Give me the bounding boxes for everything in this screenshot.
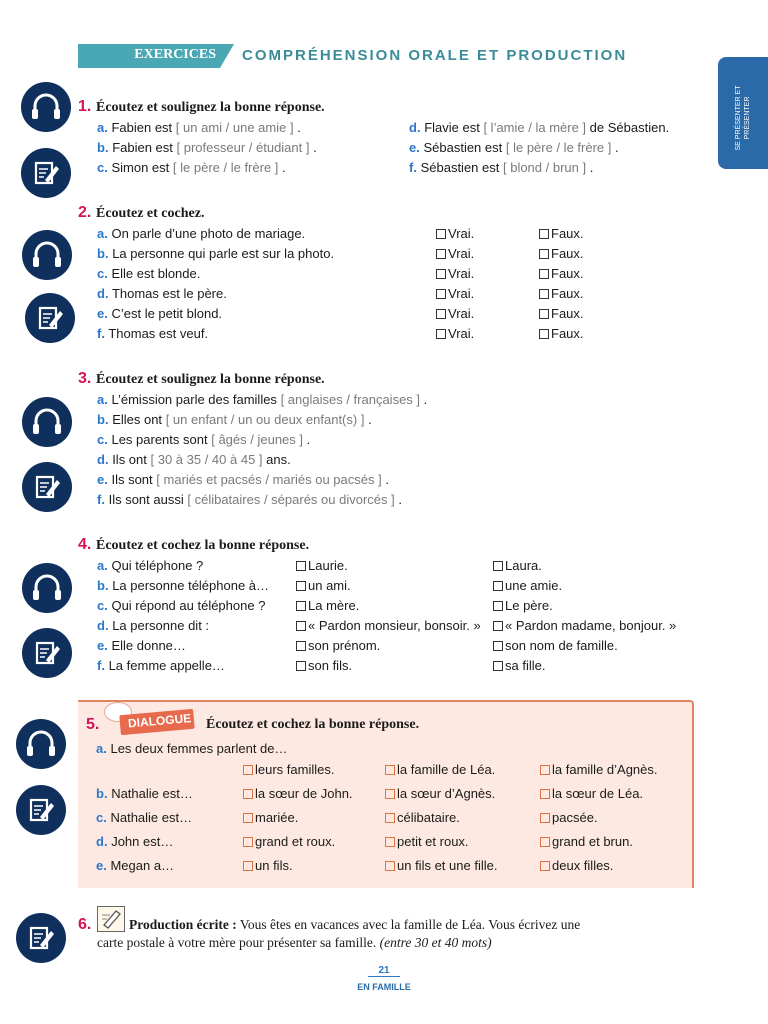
checkbox[interactable] <box>540 765 550 775</box>
underline-item: c. Simon est [ le père / le frère ] . <box>97 160 286 175</box>
answer-option[interactable]: célibataire. <box>385 810 460 825</box>
checkbox[interactable] <box>539 289 549 299</box>
answer-option[interactable]: pacsée. <box>540 810 598 825</box>
question-item: d. John est… <box>96 834 174 849</box>
checkbox[interactable] <box>243 765 253 775</box>
checkbox[interactable] <box>539 329 549 339</box>
checkbox[interactable] <box>296 641 306 651</box>
statement-item: f. Thomas est veuf. <box>97 326 209 341</box>
answer-option[interactable]: son prénom. <box>296 638 380 653</box>
exercise-5-intro: a. Les deux femmes parlent de… <box>96 741 288 756</box>
writing-icon[interactable] <box>16 913 66 963</box>
true-option[interactable]: Vrai. <box>436 286 474 301</box>
checkbox[interactable] <box>540 861 550 871</box>
answer-option[interactable]: une amie. <box>493 578 562 593</box>
exercise-2-instruction: Écoutez et cochez. <box>96 206 205 221</box>
checkbox[interactable] <box>493 641 503 651</box>
writing-icon[interactable] <box>22 462 72 512</box>
true-option[interactable]: Vrai. <box>436 326 474 341</box>
checkbox[interactable] <box>243 837 253 847</box>
exercises-header-tab <box>78 44 220 68</box>
answer-option[interactable]: la sœur d’Agnès. <box>385 786 495 801</box>
checkbox[interactable] <box>540 837 550 847</box>
answer-options: [ professeur / étudiant ] <box>176 140 310 155</box>
question-item: f. La femme appelle… <box>97 658 225 673</box>
underline-item: c. Les parents sont [ âgés / jeunes ] . <box>97 432 311 447</box>
page-number: 21 <box>368 965 400 977</box>
question-item: b. Nathalie est… <box>96 786 193 801</box>
exercise-4-number: 4. <box>78 536 92 553</box>
checkbox[interactable] <box>493 661 503 671</box>
underline-item: f. Ils sont aussi [ célibataires / séparés ou divorcés ] . <box>97 492 402 507</box>
underline-item: d. Flavie est [ l’amie / la mère ] de Sébastien. <box>409 120 670 135</box>
checkbox[interactable] <box>296 561 306 571</box>
false-option[interactable]: Faux. <box>539 266 584 281</box>
checkbox[interactable] <box>296 581 306 591</box>
checkbox[interactable] <box>493 581 503 591</box>
underline-item: f. Sébastien est [ blond / brun ] . <box>409 160 594 175</box>
checkbox[interactable] <box>385 765 395 775</box>
checkbox[interactable] <box>296 601 306 611</box>
question-item: c. Qui répond au téléphone ? <box>97 598 266 613</box>
answer-options: [ le père / le frère ] <box>172 160 279 175</box>
writing-icon[interactable] <box>21 148 71 198</box>
side-tab-label: SE PRÉSENTER ET PRÉSENTER <box>735 85 751 151</box>
answer-option[interactable]: un fils et une fille. <box>385 858 497 873</box>
answer-option[interactable]: sa fille. <box>493 658 545 673</box>
answer-option[interactable]: Laurie. <box>296 558 348 573</box>
writing-icon[interactable] <box>22 628 72 678</box>
answer-option[interactable]: la sœur de John. <box>243 786 353 801</box>
headphones-icon[interactable] <box>22 230 72 280</box>
answer-option[interactable]: « Pardon madame, bonjour. » <box>493 618 676 633</box>
exercise-5-number: 5. <box>86 716 100 733</box>
underline-item: e. Sébastien est [ le père / le frère ] . <box>409 140 619 155</box>
checkbox[interactable] <box>436 269 446 279</box>
answer-options: [ un ami / une amie ] <box>175 120 294 135</box>
section-title: COMPRÉHENSION ORALE ET PRODUCTION <box>242 47 628 64</box>
statement-item: a. On parle d’une photo de mariage. <box>97 226 306 241</box>
checkbox[interactable] <box>436 289 446 299</box>
answer-option[interactable]: la famille de Léa. <box>385 762 495 777</box>
statement-item: c. Elle est blonde. <box>97 266 201 281</box>
answer-option[interactable]: la sœur de Léa. <box>540 786 643 801</box>
statement-item: d. Thomas est le père. <box>97 286 227 301</box>
checkbox[interactable] <box>493 621 503 631</box>
answer-options: [ anglaises / françaises ] <box>280 392 421 407</box>
exercise-6-number: 6. <box>78 916 92 933</box>
answer-options: [ un enfant / un ou deux enfant(s) ] <box>165 412 365 427</box>
headphones-icon[interactable] <box>22 397 72 447</box>
question-item: a. Qui téléphone ? <box>97 558 204 573</box>
true-option[interactable]: Vrai. <box>436 226 474 241</box>
checkbox[interactable] <box>540 813 550 823</box>
checkbox[interactable] <box>385 861 395 871</box>
answer-option[interactable]: « Pardon monsieur, bonsoir. » <box>296 618 481 633</box>
headphones-icon[interactable] <box>16 719 66 769</box>
statement-item: b. La personne qui parle est sur la photo. <box>97 246 335 261</box>
underline-item: b. Fabien est [ professeur / étudiant ] . <box>97 140 317 155</box>
false-option[interactable]: Faux. <box>539 246 584 261</box>
checkbox[interactable] <box>243 789 253 799</box>
answer-option[interactable]: son nom de famille. <box>493 638 618 653</box>
answer-option[interactable]: son fils. <box>296 658 352 673</box>
answer-option[interactable]: un fils. <box>243 858 293 873</box>
answer-options: [ le père / le frère ] <box>505 140 612 155</box>
answer-options: [ mariés et pacsés / mariés ou pacsés ] <box>156 472 382 487</box>
checkbox[interactable] <box>243 813 253 823</box>
true-option[interactable]: Vrai. <box>436 306 474 321</box>
answer-options: [ âgés / jeunes ] <box>211 432 303 447</box>
answer-option[interactable]: deux filles. <box>540 858 613 873</box>
question-item: c. Nathalie est… <box>96 810 193 825</box>
exercise-5-instruction: Écoutez et cochez la bonne réponse. <box>206 717 420 732</box>
answer-option[interactable]: La mère. <box>296 598 359 613</box>
answer-option[interactable]: la famille d’Agnès. <box>540 762 658 777</box>
exercises-label: EXERCICES <box>134 47 216 62</box>
answer-option[interactable]: grand et brun. <box>540 834 633 849</box>
exercise-1-number: 1. <box>78 98 92 115</box>
checkbox[interactable] <box>385 837 395 847</box>
answer-option[interactable]: leurs familles. <box>243 762 334 777</box>
question-item: e. Elle donne… <box>97 638 186 653</box>
checkbox[interactable] <box>436 309 446 319</box>
exercise-2-number: 2. <box>78 204 92 221</box>
checkbox[interactable] <box>296 621 306 631</box>
exercise-3-instruction: Écoutez et soulignez la bonne réponse. <box>96 372 325 387</box>
checkbox[interactable] <box>436 229 446 239</box>
false-option[interactable]: Faux. <box>539 286 584 301</box>
question-item: e. Megan a… <box>96 858 175 873</box>
underline-item: a. L’émission parle des familles [ anglaises / françaises ] . <box>97 392 428 407</box>
checkbox[interactable] <box>539 229 549 239</box>
checkbox[interactable] <box>539 249 549 259</box>
checkbox[interactable] <box>436 329 446 339</box>
answer-options: [ l’amie / la mère ] <box>483 120 587 135</box>
question-item: b. La personne téléphone à… <box>97 578 270 593</box>
false-option[interactable]: Faux. <box>539 326 584 341</box>
checkbox[interactable] <box>493 601 503 611</box>
exercise-4-instruction: Écoutez et cochez la bonne réponse. <box>96 538 310 553</box>
answer-options: [ 30 à 35 / 40 à 45 ] <box>150 452 263 467</box>
question-item: d. La personne dit : <box>97 618 210 633</box>
exercise-6-prompt-line2: carte postale à votre mère pour présenter sa famille. (entre 30 et 40 mots) <box>97 935 492 950</box>
answer-option[interactable]: petit et roux. <box>385 834 469 849</box>
chapter-label: EN FAMILLE <box>357 982 411 992</box>
checkbox[interactable] <box>539 269 549 279</box>
writing-icon[interactable] <box>25 293 75 343</box>
checkbox[interactable] <box>493 561 503 571</box>
checkbox[interactable] <box>539 309 549 319</box>
underline-item: a. Fabien est [ un ami / une amie ] . <box>97 120 301 135</box>
checkbox[interactable] <box>296 661 306 671</box>
answer-option[interactable]: Le père. <box>493 598 553 613</box>
true-option[interactable]: Vrai. <box>436 246 474 261</box>
answer-options: [ célibataires / séparés ou divorcés ] <box>187 492 395 507</box>
underline-item: e. Ils sont [ mariés et pacsés / mariés ou pacsés ] . <box>97 472 389 487</box>
side-chapter-tab <box>718 57 768 169</box>
true-option[interactable]: Vrai. <box>436 266 474 281</box>
checkbox[interactable] <box>385 789 395 799</box>
checkbox[interactable] <box>436 249 446 259</box>
answer-options: [ blond / brun ] <box>502 160 587 175</box>
headphones-icon[interactable] <box>22 563 72 613</box>
writing-icon[interactable] <box>16 785 66 835</box>
checkbox[interactable] <box>385 813 395 823</box>
headphones-icon[interactable] <box>21 82 71 132</box>
dialogue-badge-label: DIALOGUE <box>127 711 192 731</box>
underline-item: b. Elles ont [ un enfant / un ou deux enfant(s) ] . <box>97 412 372 427</box>
checkbox[interactable] <box>540 789 550 799</box>
exercise-3-number: 3. <box>78 370 92 387</box>
answer-option[interactable]: mariée. <box>243 810 298 825</box>
false-option[interactable]: Faux. <box>539 226 584 241</box>
answer-option[interactable]: Laura. <box>493 558 542 573</box>
exercise-6-prompt-line1: Production écrite : Vous êtes en vacances avec la famille de Léa. Vous écrivez une <box>129 917 581 932</box>
answer-option[interactable]: grand et roux. <box>243 834 335 849</box>
exercise-1-instruction: Écoutez et soulignez la bonne réponse. <box>96 100 325 115</box>
pencil-note-icon <box>97 906 125 932</box>
underline-item: d. Ils ont [ 30 à 35 / 40 à 45 ] ans. <box>97 452 291 467</box>
statement-item: e. C’est le petit blond. <box>97 306 223 321</box>
checkbox[interactable] <box>243 861 253 871</box>
false-option[interactable]: Faux. <box>539 306 584 321</box>
answer-option[interactable]: un ami. <box>296 578 351 593</box>
